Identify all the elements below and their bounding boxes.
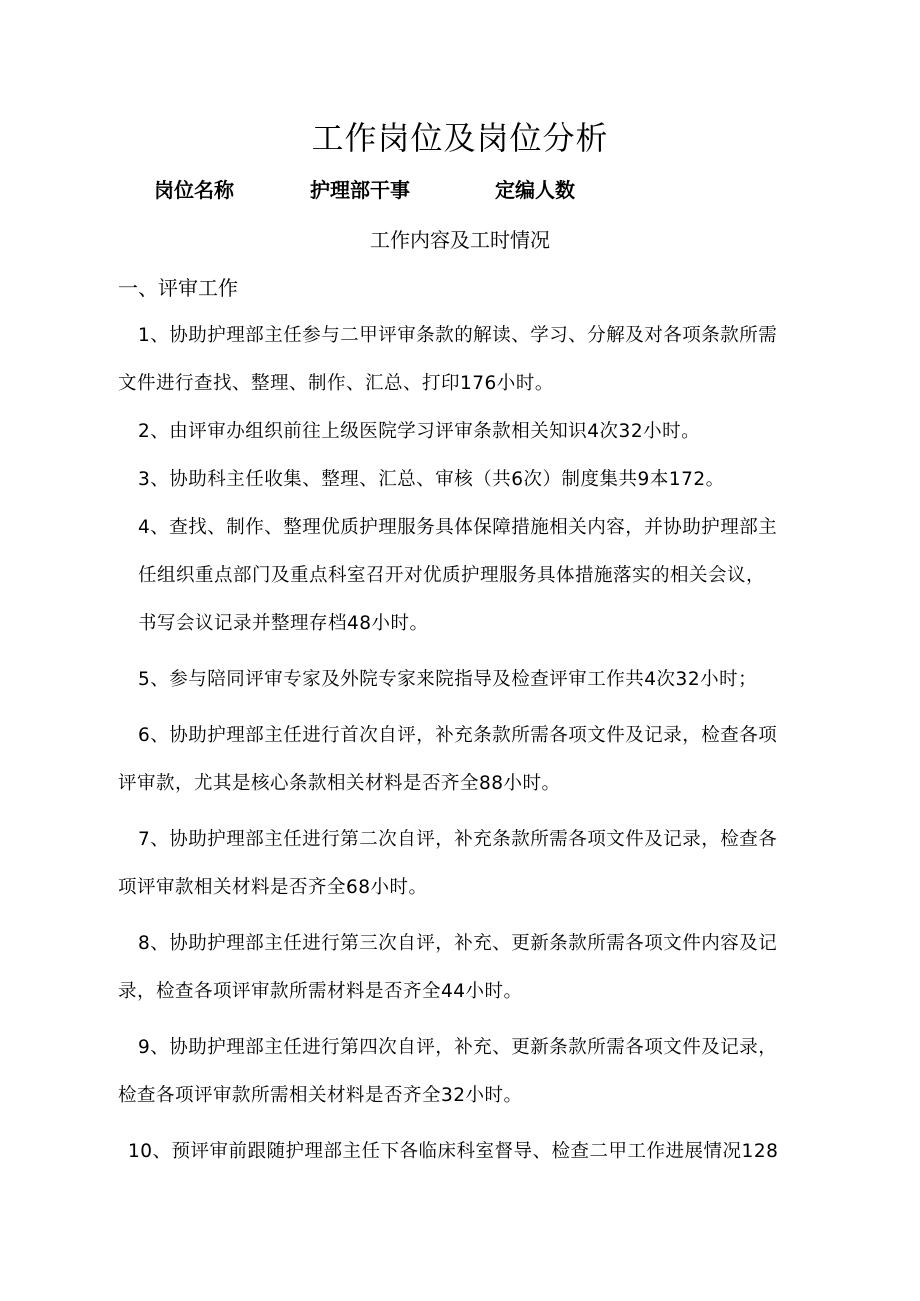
item-10-line-1: 10、预评审前跟随护理部主任下各临床科室督导、检查二甲工作进展情况128: [128, 1141, 779, 1162]
item-2-line-1: 2、由评审办组织前往上级医院学习评审条款相关知识4次32小时。: [138, 421, 701, 442]
item-8-line-2: 录，检查各项评审款所需材料是否齐全44小时。: [118, 981, 523, 1002]
item-4-line-3: 书写会议记录并整理存档48小时。: [138, 613, 429, 634]
item-4-line-1: 4、查找、制作、整理优质护理服务具体保障措施相关内容，并协助护理部主: [138, 517, 778, 538]
item-7-line-1: 7、协助护理部主任进行第二次自评，补充条款所需各项文件及记录，检查各: [138, 829, 778, 850]
item-6-line-2: 评审款，尤其是核心条款相关材料是否齐全88小时。: [118, 773, 561, 794]
staffing-count-label: 定编人数: [495, 178, 575, 202]
item-9-line-1: 9、协助护理部主任进行第四次自评，补充、更新条款所需各项文件及记录，: [138, 1037, 778, 1058]
item-9-line-2: 检查各项评审款所需相关材料是否齐全32小时。: [118, 1085, 523, 1106]
item-1-line-2: 文件进行查找、整理、制作、汇总、打印176小时。: [118, 373, 554, 394]
item-1-line-1: 1、协助护理部主任参与二甲评审条款的解读、学习、分解及对各项条款所需: [138, 325, 778, 346]
position-name-value: 护理部干事: [310, 178, 410, 202]
document-title: 工作岗位及岗位分析: [311, 119, 609, 157]
position-name-label: 岗位名称: [154, 178, 234, 202]
item-7-line-2: 项评审款相关材料是否齐全68小时。: [118, 877, 428, 898]
document-subtitle: 工作内容及工时情况: [370, 228, 550, 252]
item-3-line-1: 3、协助科主任收集、整理、汇总、审核（共6次）制度集共9本172。: [138, 469, 725, 490]
item-8-line-1: 8、协助护理部主任进行第三次自评，补充、更新条款所需各项文件内容及记: [138, 933, 778, 954]
item-5-line-1: 5、参与陪同评审专家及外院专家来院指导及检查评审工作共4次32小时；: [138, 669, 758, 690]
section-heading: 一、评审工作: [118, 276, 238, 300]
item-4-line-2: 任组织重点部门及重点科室召开对优质护理服务具体措施落实的相关会议，: [138, 565, 766, 586]
item-6-line-1: 6、协助护理部主任进行首次自评，补充条款所需各项文件及记录，检查各项: [138, 725, 778, 746]
